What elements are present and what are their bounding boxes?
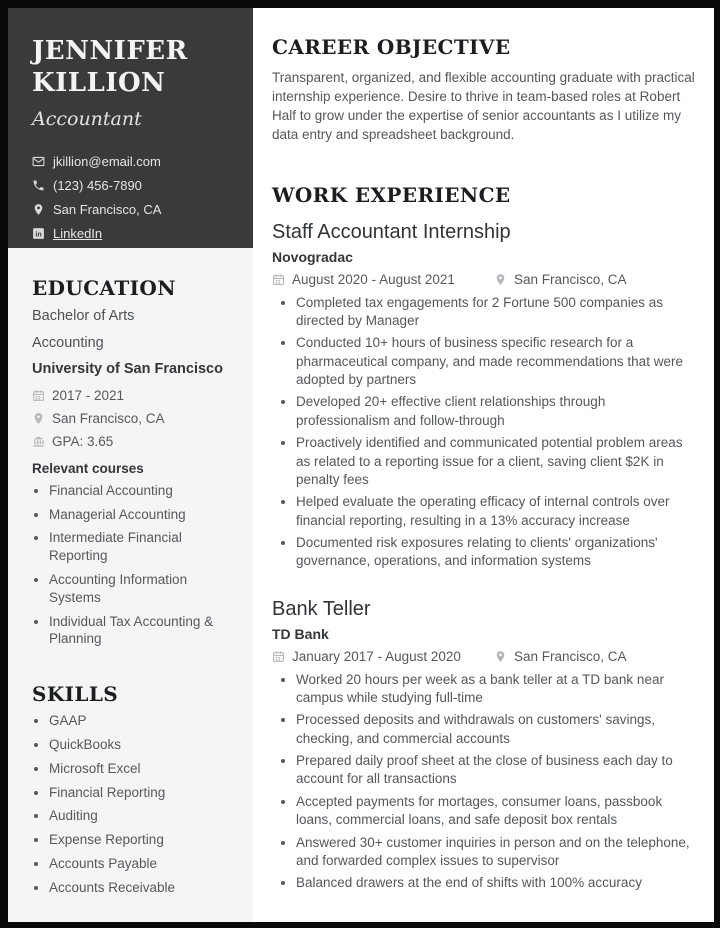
job-bullet: • Worked 20 hours per week as a bank teller at a TD bank near campus while studying full-time (296, 671, 698, 708)
career-objective-heading: CAREER OBJECTIVE (272, 35, 511, 59)
calendar-icon (272, 650, 285, 663)
career-objective-section (272, 35, 698, 145)
job-bullet: • Proactively identified and communicated potential problem areas as related to a reporting issue for a client, saving client $2K in penalty fees (296, 434, 698, 489)
job-meta-row (272, 272, 698, 287)
contact-phone (32, 178, 237, 193)
skills-section (32, 682, 239, 897)
education-heading: EDUCATION (32, 276, 176, 300)
education-school: University of San Francisco (32, 361, 223, 378)
job-location (494, 649, 627, 664)
calendar-icon (32, 389, 45, 402)
course-item: • Intermediate Financial Reporting (49, 529, 239, 565)
skills-heading: SKILLS (32, 682, 119, 707)
candidate-title: Accountant (32, 108, 142, 131)
job-bullet: • Processed deposits and withdrawals on customers' savings, checking, and commercial accounts (296, 711, 698, 748)
relevant-courses-heading: Relevant courses (32, 460, 144, 476)
job-bullet: • Prepared daily proof sheet at the close of business each day to account for all transactions (296, 752, 698, 789)
candidate-name (32, 36, 237, 99)
location-icon (494, 273, 507, 286)
linkedin-icon (32, 227, 45, 240)
location-icon (32, 203, 45, 216)
skill-item: • Microsoft Excel (49, 760, 239, 778)
course-item: • Managerial Accounting (49, 506, 239, 524)
contact-phone-text: (123) 456-7890 (53, 178, 142, 194)
courses-list (49, 482, 239, 649)
sidebar-body (8, 248, 253, 903)
education-dates-row (32, 388, 239, 403)
skill-item: • Auditing (49, 807, 239, 825)
job-bullet: • Conducted 10+ hours of business specific research for a pharmaceutical company, and made recommendations that were adopted by partners (296, 334, 698, 389)
course-item: • Individual Tax Accounting & Planning (49, 613, 239, 649)
skill-item: • Expense Reporting (49, 831, 239, 849)
contact-email-text: jkillion@email.com (53, 154, 161, 170)
job-bullet: • Completed tax engagements for 2 Fortune 500 companies as directed by Manager (296, 294, 698, 331)
location-icon (494, 650, 507, 663)
job-meta-row (272, 649, 698, 664)
education-location-row (32, 411, 239, 426)
contact-email (32, 154, 237, 169)
work-experience-heading: WORK EXPERIENCE (272, 182, 511, 207)
job-title: Bank Teller (272, 597, 371, 620)
job-title: Staff Accountant Internship (272, 220, 511, 243)
resume-sheet (8, 8, 714, 922)
skill-item: • GAAP (49, 712, 239, 730)
contact-list (32, 154, 237, 241)
skill-item: • Accounts Receivable (49, 879, 239, 897)
contact-location (32, 202, 237, 217)
job-location-text: San Francisco, CA (514, 271, 627, 287)
work-experience-section (272, 183, 698, 893)
job-bullet: • Balanced drawers at the end of shifts with 100% accuracy (296, 874, 698, 892)
sidebar-header (8, 8, 253, 248)
job-location (494, 272, 627, 287)
job-dates-text: August 2020 - August 2021 (292, 271, 455, 287)
contact-location-text: San Francisco, CA (53, 202, 162, 218)
skills-list (49, 712, 239, 897)
candidate-name-line2: KILLION (32, 67, 166, 98)
job-entry (272, 221, 698, 571)
education-degree: Bachelor of Arts (32, 308, 135, 324)
job-company: TD Bank (272, 625, 329, 642)
skill-item: • Financial Reporting (49, 784, 239, 802)
education-section (32, 276, 239, 648)
job-bullet: • Developed 20+ effective client relationships through professionalism and follow-through (296, 393, 698, 430)
linkedin-link[interactable]: LinkedIn (53, 226, 103, 242)
main-column (253, 8, 714, 922)
education-location: San Francisco, CA (52, 410, 165, 426)
location-icon (32, 412, 45, 425)
envelope-icon (32, 155, 45, 168)
job-bullet: • Helped evaluate the operating efficacy of internal controls over financial reporting, resulting in a 13% accuracy increase (296, 493, 698, 530)
education-gpa: GPA: 3.65 (52, 433, 114, 449)
course-item: • Accounting Information Systems (49, 571, 239, 607)
education-gpa-row (32, 434, 239, 449)
job-entry (272, 598, 698, 893)
job-bullet-list (296, 294, 698, 571)
job-bullet-list (296, 671, 698, 893)
skill-item: • QuickBooks (49, 736, 239, 754)
phone-icon (32, 179, 45, 192)
gpa-bank-icon (32, 435, 45, 448)
candidate-name-line1: JENNIFER (32, 36, 188, 66)
course-item: • Financial Accounting (49, 482, 239, 500)
job-bullet: • Answered 30+ customer inquiries in person and on the telephone, and forwarded complex issues to supervisor (296, 834, 698, 871)
job-dates-text: January 2017 - August 2020 (292, 648, 461, 664)
job-dates (272, 649, 494, 664)
calendar-icon (272, 273, 285, 286)
skill-item: • Accounts Payable (49, 855, 239, 873)
job-bullet: • Documented risk exposures relating to clients' organizations' governance, operations, and information systems (296, 534, 698, 571)
contact-linkedin (32, 226, 237, 241)
job-dates (272, 272, 494, 287)
education-dates: 2017 - 2021 (52, 387, 125, 403)
job-bullet: • Accepted payments for mortages, consumer loans, passbook loans, commercial loans, and safe deposit box rentals (296, 793, 698, 830)
sidebar (8, 8, 253, 922)
career-objective-text: Transparent, organized, and flexible accounting graduate with practical internship experience. Desire to thrive in team-based roles at Robert Half to grow under the expertise of senior accountants as I utilize my data entry and spreadsheet background. (272, 70, 695, 143)
job-company: Novogradac (272, 248, 353, 265)
education-major: Accounting (32, 334, 104, 351)
job-location-text: San Francisco, CA (514, 648, 627, 664)
